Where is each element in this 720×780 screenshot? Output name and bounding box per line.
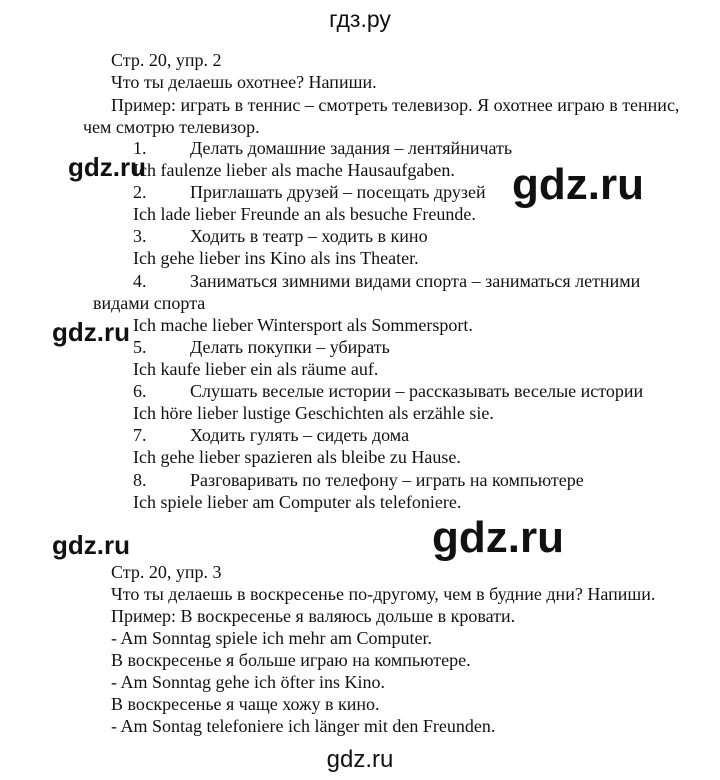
item-german: Ich faulenze lieber als mache Hausaufgaben.: [133, 160, 455, 180]
item-russian: Слушать веселые истории – рассказывать веселые истории: [190, 381, 644, 401]
exercise3-ref: Стр. 20, упр. 3: [111, 562, 222, 582]
item-german: Ich spiele lieber am Computer als telefoniere.: [133, 492, 462, 512]
item-russian: Разговаривать по телефону – играть на компьютере: [190, 470, 584, 490]
exercise3-line: В воскресенье я больше играю на компьютере.: [111, 650, 471, 670]
exercise3-task: Что ты делаешь в воскресенье по-другому, чем в будние дни? Напиши.: [111, 584, 656, 604]
item-russian-continued: видами спорта: [93, 293, 206, 313]
item-russian: Приглашать друзей – посещать друзей: [190, 182, 486, 202]
item-german: Ich gehe lieber spazieren als bleibe zu Hause.: [133, 447, 461, 467]
site-footer: gdz.ru: [326, 746, 394, 773]
site-title: гдз.ру: [329, 6, 391, 32]
watermark-gdz: gdz.ru: [52, 317, 130, 347]
exercise3-line: - Am Sontag telefoniere ich länger mit den Freunden.: [111, 716, 496, 736]
exercise3-example: Пример: В воскресенье я валяюсь дольше в кровати.: [111, 606, 516, 626]
item-russian: Делать покупки – убирать: [190, 337, 390, 357]
exercise3-line: - Am Sonntag gehe ich öfter ins Kino.: [111, 672, 385, 692]
exercise2-ref: Стр. 20, упр. 2: [111, 50, 222, 70]
item-number: 7.: [133, 425, 147, 445]
item-number: 8.: [133, 470, 147, 490]
item-german: Ich kaufe lieber ein als räume auf.: [133, 359, 379, 379]
exercise2-example-line1: Пример: играть в теннис – смотреть телевизор. Я охотнее играю в теннис,: [111, 95, 680, 115]
watermark-gdz: gdz.ru: [512, 160, 644, 209]
exercise2-example-line2: чем смотрю телевизор.: [83, 117, 260, 137]
item-number: 4.: [133, 271, 147, 291]
item-german: Ich gehe lieber ins Kino als ins Theater.: [133, 248, 419, 268]
exercise3-line: В воскресенье я чаще хожу в кино.: [111, 694, 380, 714]
item-russian: Ходить гулять – сидеть дома: [190, 425, 410, 445]
item-number: 6.: [133, 381, 147, 401]
item-german: Ich mache lieber Wintersport als Sommersport.: [133, 315, 473, 335]
watermark-gdz: gdz.ru: [52, 530, 130, 560]
item-german: Ich höre lieber lustige Geschichten als erzähle sie.: [133, 403, 494, 423]
item-russian: Заниматься зимними видами спорта – заниматься летними: [190, 271, 641, 291]
item-number: 1.: [133, 138, 147, 158]
item-number: 3.: [133, 226, 147, 246]
item-russian: Делать домашние задания – лентяйничать: [190, 138, 513, 158]
item-russian: Ходить в театр – ходить в кино: [190, 226, 428, 246]
item-number: 2.: [133, 182, 147, 202]
exercise2-task: Что ты делаешь охотнее? Напиши.: [111, 72, 377, 92]
item-german: Ich lade lieber Freunde an als besuche Freunde.: [133, 204, 476, 224]
watermark-gdz: gdz.ru: [68, 152, 146, 182]
watermark-gdz: gdz.ru: [432, 513, 564, 562]
exercise3-line: - Am Sonntag spiele ich mehr am Computer.: [111, 628, 432, 648]
item-number: 5.: [133, 337, 147, 357]
